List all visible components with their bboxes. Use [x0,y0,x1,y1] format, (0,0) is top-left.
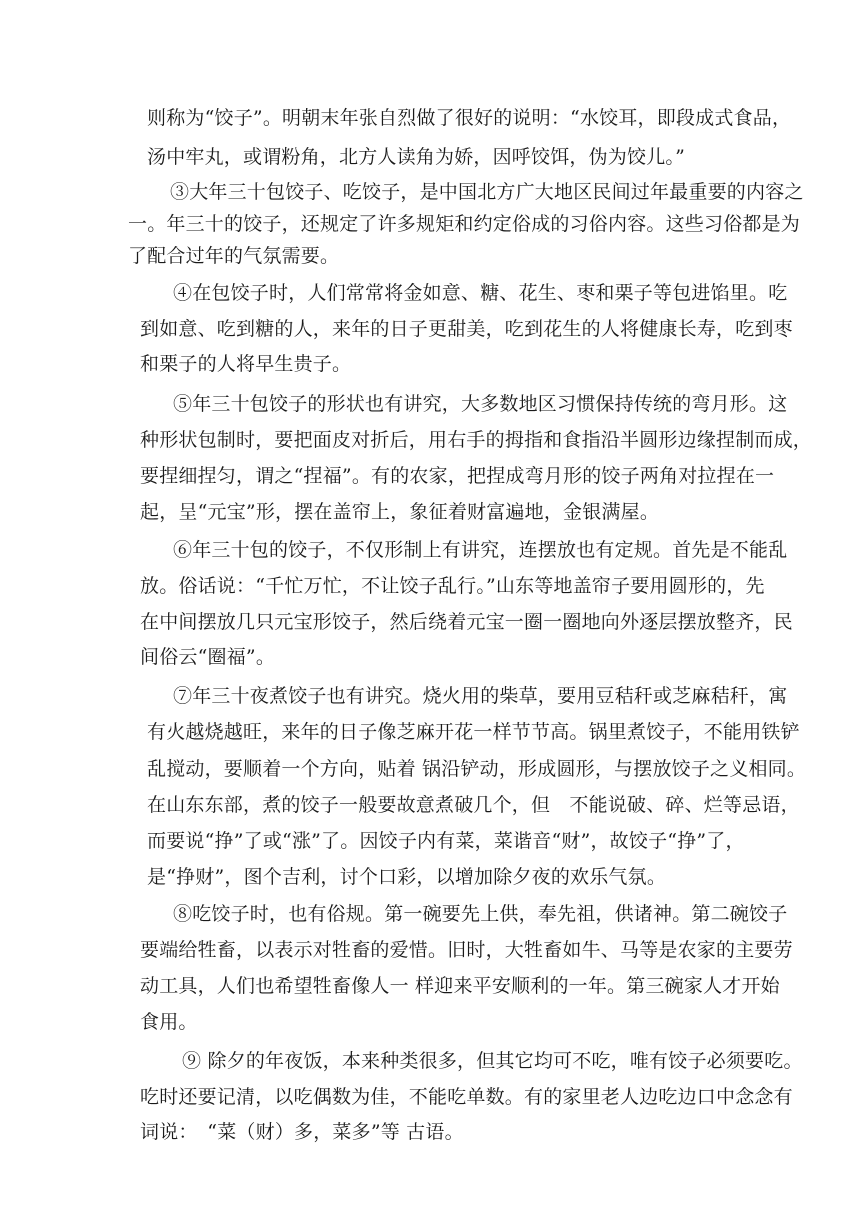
text-line: ④在包饺子时，人们常常将金如意、糖、花生、枣和栗子等包进馅里。吃 [173,282,788,304]
text-line: 到如意、吃到糖的人，来年的日子更甜美，吃到花生的人将健康长寿，吃到枣 [140,318,793,340]
text-line: 吃时还要记清，以吃偶数为佳，不能吃单数。有的家里老人边吃边口中念念有 [140,1086,793,1108]
text-line: ⑨ 除夕的年夜饭，本来种类很多，但其它均可不吃，唯有饺子必须要吃。 [182,1050,803,1072]
text-line: 汤中牢丸，或谓粉角，北方人读角为娇，因呼饺饵，伪为饺儿。” [147,146,686,168]
text-line: 词说： “菜（财）多，菜多”等 古语。 [140,1121,464,1143]
text-line: 食用。 [140,1011,198,1033]
text-line: 在中间摆放几只元宝形饺子，然后绕着元宝一圈一圈地向外逐层摆放整齐，民 [140,611,793,633]
text-line: 动工具，人们也希望牲畜像人一 样迎来平安顺利的一年。第三碗家人才开始 [140,975,780,997]
text-line: 和栗子的人将早生贵子。 [140,353,352,375]
text-line: 起，呈“元宝”形，摆在盖帘上，象征着财富遍地，金银满屋。 [140,501,660,523]
text-line: 乱搅动，要顺着一个方向，贴着 锅沿铲动，形成圆形，与摆放饺子之义相同。 [147,758,807,780]
text-line: ③大年三十包饺子、吃饺子，是中国北方广大地区民间过年最重要的内容之 [170,181,804,203]
text-line: 在山东东部，煮的饺子一般要故意煮破几个，但 不能说破、碎、烂等忌语， [147,794,800,816]
text-line: ⑧吃饺子时，也有俗规。第一碗要先上供，奉先祖，供诸神。第二碗饺子 [173,903,788,925]
text-line: 一。年三十的饺子，还规定了许多规矩和约定俗成的习俗内容。这些习俗都是为 [128,213,801,235]
text-line: 而要说“挣”了或“涨”了。因饺子内有菜，菜谐音“财”，故饺子“挣”了， [147,830,745,852]
text-line: 放。俗话说：“千忙万忙，不让饺子乱行。”山东等地盖帘子要用圆形的，先 [140,575,765,597]
text-line: 要端给牲畜，以表示对牲畜的爱惜。旧时，大牲畜如牛、马等是农家的主要劳 [140,939,793,961]
text-line: ⑤年三十包饺子的形状也有讲究，大多数地区习惯保持传统的弯月形。这 [173,393,788,415]
text-line: 种形状包制时，要把面皮对折后，用右手的拇指和食指沿半圆形边缘捏制而成， [140,429,813,451]
text-line: 有火越烧越旺，来年的日子像芝麻开花一样节节高。锅里煮饺子，不能用铁铲 [147,721,800,743]
text-line: 了配合过年的气氛需要。 [128,245,340,267]
text-line: ⑥年三十包的饺子，不仅形制上有讲究，连摆放也有定规。首先是不能乱 [173,539,788,561]
text-line: 是“挣财”，图个吉利，讨个口彩，以增加除夕夜的欢乐气氛。 [147,866,667,888]
text-line: 则称为“饺子”。明朝末年张自烈做了很好的说明：“水饺耳，即段成式食品， [147,107,792,129]
text-line: 间俗云“圈福”。 [140,646,276,668]
text-line: ⑦年三十夜煮饺子也有讲究。烧火用的柴草，要用豆秸秆或芝麻秸秆，寓 [173,685,788,707]
text-line: 要捏细捏匀，谓之“捏福”。有的农家，把捏成弯月形的饺子两角对拉捏在一 [140,465,775,487]
